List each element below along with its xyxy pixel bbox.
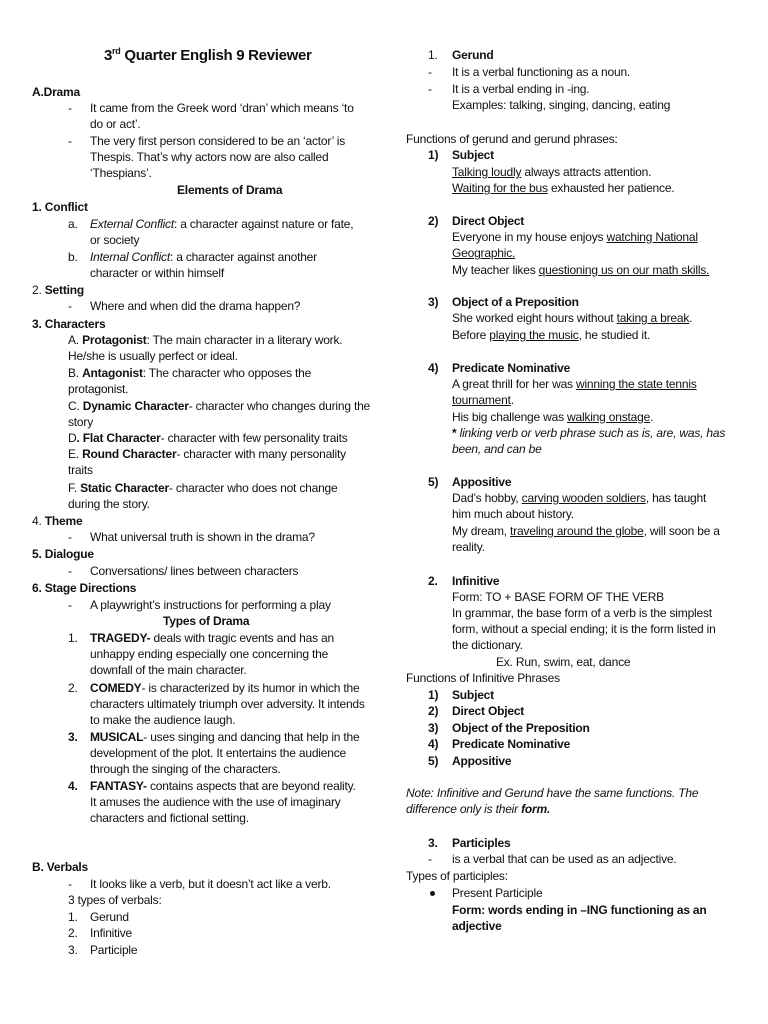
subject-example-2: Waiting for the bus exhausted her patience. [452,181,675,195]
fantasy: FANTASY- contains aspects that are beyond reality. [90,779,356,793]
infinitive-title: Infinitive [452,574,500,588]
verbals-heading: B. Verbals [32,860,89,874]
linking-verb-note: * linking verb or verb phrase such as is, are, was, has [452,426,726,440]
gerund-bullet-2: It is a verbal ending in -ing. [452,82,590,96]
list-number: 1. [428,48,438,62]
appositive-example-1-cont: him much about history. [452,507,574,521]
external-conflict-cont: or society [90,233,140,247]
note-line-1: Note: Infinitive and Gerund have the same functions. The [406,786,699,800]
list-marker: a. [68,217,78,231]
infinitive-form: Form: TO + BASE FORM OF THE VERB [452,590,664,604]
infinitive-function-subject: Subject [452,688,494,702]
verbal-gerund: Gerund [90,910,129,924]
predicate-example-1: A great thrill for her was winning the state tennis [452,377,697,391]
types-of-drama-heading: Types of Drama [163,614,250,628]
fantasy-cont: It amuses the audience with the use of imaginary [90,795,341,809]
antagonist-cont: protagonist. [68,382,129,396]
appositive-example-2-cont: reality. [452,540,485,554]
gerund-functions-heading: Functions of gerund and gerund phrases: [406,132,618,146]
protagonist-cont: He/she is usually perfect or ideal. [68,349,238,363]
list-number: 3. [68,943,78,957]
comedy-cont: to make the audience laugh. [90,713,236,727]
function-predicate-nominative: Predicate Nominative [452,361,571,375]
dash: - [68,530,72,544]
infinitive-definition: In grammar, the base form of a verb is the simplest [452,606,712,620]
comedy-cont: characters ultimately triumph over adversity. It intends [90,697,365,711]
musical-cont: development of the plot. It entertains the audience [90,746,346,760]
round-character-cont: traits [68,463,93,477]
dash: - [428,852,432,866]
musical: MUSICAL- uses singing and dancing that help in the [90,730,360,744]
subject-example-1: Talking loudly always attracts attention. [452,165,652,179]
verbals-types: 3 types of verbals: [68,893,162,907]
list-number: 2) [428,704,439,718]
dash: - [68,598,72,612]
list-number: 3) [428,721,439,735]
participles-title: Participles [452,836,511,850]
page-title: 3rd Quarter English 9 Reviewer [104,46,312,64]
setting-heading: 2. Setting [32,283,85,297]
list-number: 3) [428,295,439,309]
stage-directions-text: A playwright’s instructions for performing a play [90,598,331,612]
drama-bullet-2-cont: ‘Thespians’. [90,166,152,180]
participles-types: Types of participles: [406,869,508,883]
bullet [430,885,435,901]
conflict-heading: 1. Conflict [32,200,88,214]
infinitive-definition-cont: form, without a special ending; it is the form listed in [452,622,716,636]
protagonist: A. Protagonist: The main character in a literary work. [68,333,343,347]
flat-character: D. Flat Character- character with few personality traits [68,431,348,445]
drama-bullet-1-cont: do or act’. [90,117,141,131]
dynamic-character: C. Dynamic Character- character who changes during the [68,399,371,413]
direct-object-example-2: My teacher likes questioning us on our math skills. [452,263,710,277]
list-number: 1. [68,910,78,924]
infinitive-definition-cont: the dictionary. [452,638,523,652]
antagonist: B. Antagonist: The character who opposes the [68,366,312,380]
gerund-examples: Examples: talking, singing, dancing, eating [452,98,671,112]
dash: - [68,877,72,891]
function-direct-object: Direct Object [452,214,525,228]
elements-heading: Elements of Drama [177,183,283,197]
external-conflict: External Conflict: a character against nature or fate, [90,217,354,231]
direct-object-example-1-cont: Geographic. [452,246,516,260]
setting-text: Where and when did the drama happen? [90,299,301,313]
appositive-example-2: My dream, traveling around the globe, will soon be a [452,524,720,538]
theme-heading: 4. Theme [32,514,83,528]
stage-directions-heading: 6. Stage Directions [32,581,137,595]
preposition-example-2: Before playing the music, he studied it. [452,328,651,342]
list-number: 4. [68,779,78,793]
infinitive-function-direct-object: Direct Object [452,704,525,718]
list-number: 2. [68,926,78,940]
list-number: 2. [428,574,438,588]
function-subject: Subject [452,148,494,162]
dash: - [428,82,432,96]
dash: - [68,134,72,148]
list-number: 3. [68,730,78,744]
comedy: COMEDY- is characterized by its humor in which the [90,681,360,695]
list-number: 5) [428,754,439,768]
present-participle-form-cont: adjective [452,919,502,933]
drama-bullet-2-cont: Thespis. That’s why actors now are also called [90,150,329,164]
static-character: F. Static Character- character who does not change [68,481,338,495]
infinitive-function-object-of-preposition: Object of the Preposition [452,721,590,735]
appositive-example-1: Dad’s hobby, carving wooden soldiers, has taught [452,491,707,505]
list-number: 1. [68,631,78,645]
drama-bullet-2: The very first person considered to be an ‘actor’ is [90,134,346,148]
list-number: 5) [428,475,439,489]
infinitive-examples: Ex. Run, swim, eat, dance [496,655,631,669]
drama-bullet-1: It came from the Greek word ‘dran’ which means ‘to [90,101,354,115]
static-character-cont: during the story. [68,497,150,511]
participles-definition: is a verbal that can be used as an adjective. [452,852,677,866]
musical-cont: through the singing of the characters. [90,762,281,776]
internal-conflict: Internal Conflict: a character against another [90,250,317,264]
dash: - [68,101,72,115]
verbals-text: It looks like a verb, but it doesn’t act like a verb. [90,877,331,891]
linking-verb-note-cont: been, and can be [452,442,542,456]
dialogue-text: Conversations/ lines between characters [90,564,299,578]
verbal-infinitive: Infinitive [90,926,133,940]
present-participle-form: Form: words ending in –ING functioning as an [452,903,707,917]
tragedy: TRAGEDY- deals with tragic events and has an [90,631,334,645]
present-participle: Present Participle [452,886,543,900]
list-marker: b. [68,250,78,264]
preposition-example-1: She worked eight hours without taking a break. [452,311,693,325]
note-line-2: difference only is their form. [406,802,551,816]
infinitive-function-appositive: Appositive [452,754,512,768]
drama-heading: A.Drama [32,85,80,99]
predicate-example-2: His big challenge was walking onstage. [452,410,654,424]
dash: - [428,65,432,79]
predicate-example-1-cont: tournament. [452,393,514,407]
verbal-participle: Participle [90,943,138,957]
dialogue-heading: 5. Dialogue [32,547,94,561]
direct-object-example-1: Everyone in my house enjoys watching National [452,230,698,244]
infinitive-functions-heading: Functions of Infinitive Phrases [406,671,560,685]
fantasy-cont: characters and fictional setting. [90,811,249,825]
list-number: 2) [428,214,439,228]
infinitive-function-predicate-nominative: Predicate Nominative [452,737,571,751]
theme-text: What universal truth is shown in the drama? [90,530,315,544]
function-appositive: Appositive [452,475,512,489]
list-number: 1) [428,148,439,162]
tragedy-cont: downfall of the main character. [90,663,247,677]
list-number: 4) [428,737,439,751]
list-number: 1) [428,688,439,702]
dynamic-character-cont: story [68,415,94,429]
characters-heading: 3. Characters [32,317,106,331]
round-character: E. Round Character- character with many personality [68,447,346,461]
internal-conflict-cont: character or within himself [90,266,224,280]
tragedy-cont: unhappy ending especially one concerning the [90,647,329,661]
list-number: 3. [428,836,438,850]
list-number: 4) [428,361,439,375]
gerund-bullet-1: It is a verbal functioning as a noun. [452,65,631,79]
dash: - [68,299,72,313]
dash: - [68,564,72,578]
gerund-title: Gerund [452,48,494,62]
function-object-of-preposition: Object of a Preposition [452,295,579,309]
list-number: 2. [68,681,78,695]
